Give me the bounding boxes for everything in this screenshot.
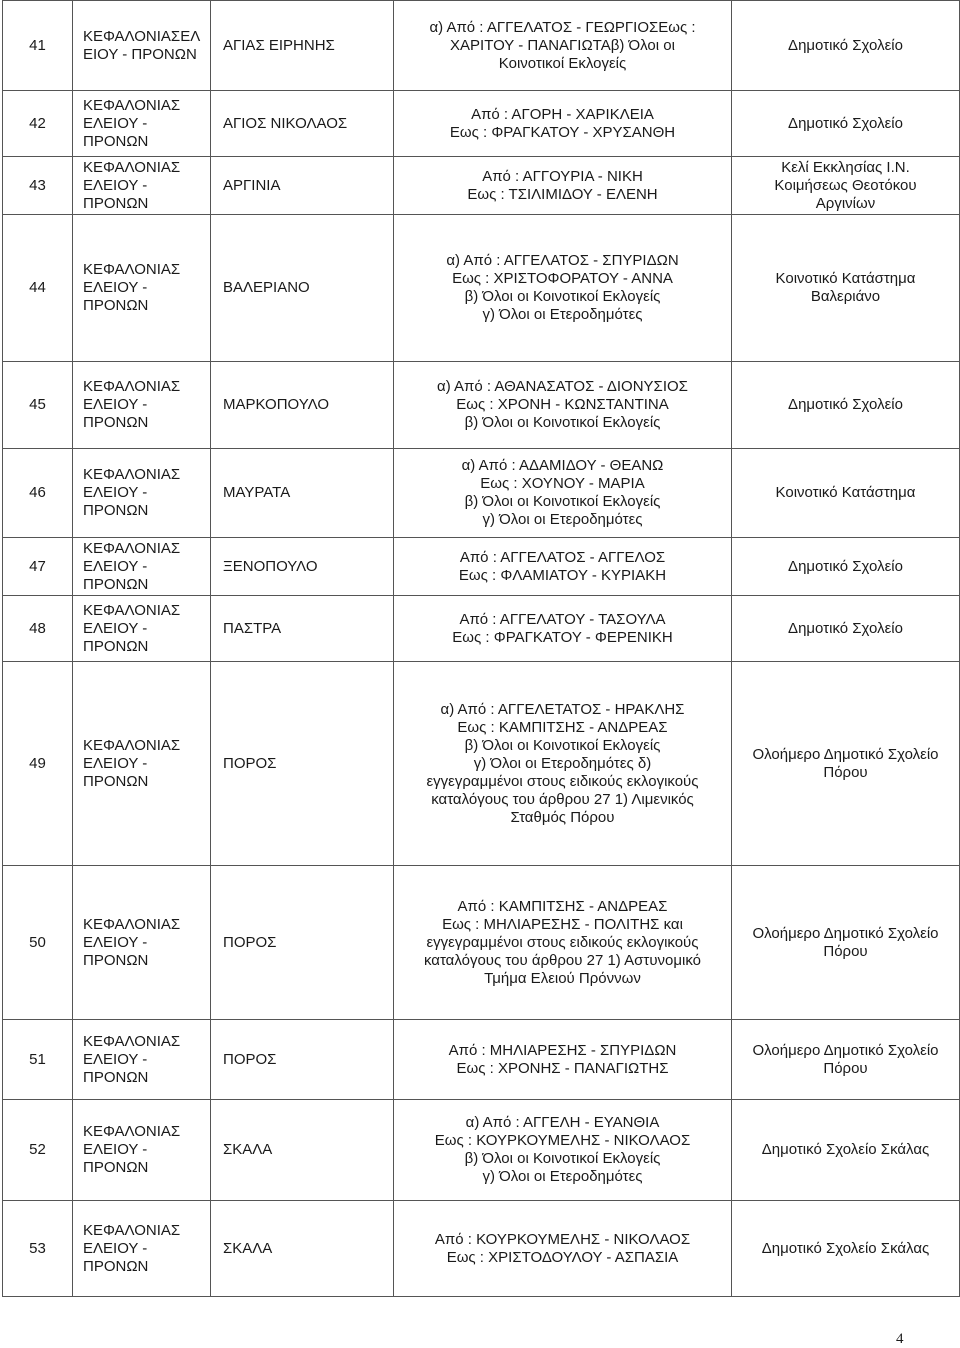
row-number bbox=[3, 362, 73, 449]
station-name: ΠΑΣΤΡΑ bbox=[223, 619, 282, 637]
voters-range-line: Εως : ΚΑΜΠΙΤΣΗΣ - ΑΝΔΡΕΑΣ bbox=[457, 718, 668, 736]
voters-range-line: Από : ΑΓΓΕΛΑΤΟΣ - ΑΓΓΕΛΟΣ bbox=[459, 548, 666, 566]
location-line: Ολοήμερο Δημοτικό Σχολείο bbox=[752, 745, 939, 763]
station-cell bbox=[211, 866, 394, 1020]
municipality-line: ΚΕΦΑΛΟΝΙΑΣ bbox=[83, 1221, 181, 1239]
location-cell bbox=[732, 157, 960, 215]
station-cell bbox=[211, 1020, 394, 1100]
voters-range-line: Κοινοτικοί Εκλογείς bbox=[498, 54, 627, 72]
municipality-line: ΚΕΦΑΛΟΝΙΑΣ bbox=[83, 261, 181, 278]
municipality-line: ΕΛΕΙΟΥ - bbox=[83, 396, 148, 413]
table-row bbox=[3, 866, 960, 1020]
voters-range-line: α) Από : ΑΓΓΕΛΑΤΟΣ - ΣΠΥΡΙΔΩΝ bbox=[446, 252, 679, 269]
station-name: ΒΑΛΕΡΙΑΝΟ bbox=[223, 279, 310, 296]
row-number-text: 51 bbox=[29, 1050, 46, 1068]
row-number-text: 52 bbox=[29, 1141, 46, 1158]
voters-range-line: Εως : ΦΛΑΜΙΑΤΟΥ - ΚΥΡΙΑΚΗ bbox=[458, 566, 667, 584]
row-number-text: 44 bbox=[29, 279, 46, 296]
municipality-line: ΠΡΟΝΩΝ bbox=[83, 772, 149, 790]
voters-range-line: Εως : ΦΡΑΓΚΑΤΟΥ - ΦΕΡΕΝΙΚΗ bbox=[452, 628, 673, 646]
location-line: Πόρου bbox=[823, 763, 868, 781]
municipality-line: ΚΕΦΑΛΟΝΙΑΣ bbox=[83, 158, 181, 176]
station-name: ΠΟΡΟΣ bbox=[223, 754, 277, 772]
row-number bbox=[3, 662, 73, 866]
row-number bbox=[3, 538, 73, 596]
row-number-text: 41 bbox=[29, 36, 46, 54]
station-cell bbox=[211, 1201, 394, 1297]
location-cell bbox=[732, 538, 960, 596]
voters-range-line: β) Όλοι οι Κοινοτικοί Εκλογείς bbox=[464, 1150, 661, 1167]
voters-range-line: Σταθμός Πόρου bbox=[510, 808, 615, 826]
municipality-line: ΠΡΟΝΩΝ bbox=[83, 1257, 149, 1275]
municipality-line: ΚΕΦΑΛΟΝΙΑΣ bbox=[83, 915, 181, 933]
location-line: Κοιμήσεως Θεοτόκου bbox=[774, 176, 917, 194]
municipality-cell bbox=[73, 866, 211, 1020]
voters-range-line: Από : ΑΓΓΟΥΡΙΑ - ΝΙΚΗ bbox=[482, 167, 643, 185]
municipality-line: ΠΡΟΝΩΝ bbox=[83, 132, 149, 150]
location-line: Δημοτικό Σχολείο bbox=[788, 619, 903, 637]
table-row bbox=[3, 449, 960, 538]
location-cell bbox=[732, 449, 960, 538]
municipality-line: ΚΕΦΑΛΟΝΙΑΣ bbox=[83, 601, 181, 619]
location-line: Κοινοτικό Κατάστημα bbox=[775, 484, 916, 501]
location-line: Δημοτικό Σχολείο bbox=[788, 114, 903, 132]
row-number-text: 42 bbox=[29, 114, 46, 132]
row-number bbox=[3, 596, 73, 662]
station-name: ΑΓΙΟΣ ΝΙΚΟΛΑΟΣ bbox=[223, 114, 348, 132]
voters-range-cell bbox=[394, 215, 732, 362]
voters-range-line: β) Όλοι οι Κοινοτικοί Εκλογείς bbox=[464, 736, 661, 754]
municipality-line: ΠΡΟΝΩΝ bbox=[83, 502, 149, 519]
voters-range-line: α) Από : ΑΓΓΕΛΗ - ΕΥΑΝΘΙΑ bbox=[465, 1114, 660, 1131]
voters-range-line: καταλόγους του άρθρου 27 1) Αστυνομικό bbox=[423, 951, 702, 969]
location-cell bbox=[732, 1, 960, 91]
municipality-line: ΚΕΦΑΛΟΝΙΑΣ bbox=[83, 466, 181, 483]
voters-range-line: β) Όλοι οι Κοινοτικοί Εκλογείς bbox=[464, 414, 661, 431]
station-name: ΠΟΡΟΣ bbox=[223, 1050, 277, 1068]
municipality-line: ΕΛΕΙΟΥ - bbox=[83, 557, 148, 575]
station-cell bbox=[211, 215, 394, 362]
voters-range-line: Από : ΚΑΜΠΙΤΣΗΣ - ΑΝΔΡΕΑΣ bbox=[457, 897, 668, 915]
municipality-line: ΠΡΟΝΩΝ bbox=[83, 297, 149, 314]
municipality-line: ΕΛΕΙΟΥ - bbox=[83, 176, 148, 194]
table-row bbox=[3, 1201, 960, 1297]
location-line: Πόρου bbox=[823, 942, 868, 960]
municipality-cell bbox=[73, 362, 211, 449]
location-line: Δημοτικό Σχολείο bbox=[788, 396, 903, 413]
municipality-line: ΠΡΟΝΩΝ bbox=[83, 951, 149, 969]
municipality-cell bbox=[73, 538, 211, 596]
table-row bbox=[3, 596, 960, 662]
municipality-line: ΠΡΟΝΩΝ bbox=[83, 414, 149, 431]
row-number-text: 47 bbox=[29, 557, 46, 575]
voters-range-line: εγγεγραμμένοι στους ειδικούς εκλογικούς bbox=[426, 933, 699, 951]
voters-range-line: Εως : ΜΗΛΙΑΡΕΣΗΣ - ΠΟΛΙΤΗΣ και bbox=[442, 915, 683, 933]
voters-range-line: β) Όλοι οι Κοινοτικοί Εκλογείς bbox=[464, 493, 661, 510]
table-body bbox=[3, 1, 960, 1297]
location-cell bbox=[732, 662, 960, 866]
voters-range-line: β) Όλοι οι Κοινοτικοί Εκλογείς bbox=[464, 288, 661, 305]
voters-range-cell bbox=[394, 596, 732, 662]
location-cell bbox=[732, 1020, 960, 1100]
table-row bbox=[3, 157, 960, 215]
voters-range-line: Εως : ΧΡΙΣΤΟΔΟΥΛΟΥ - ΑΣΠΑΣΙΑ bbox=[446, 1248, 679, 1266]
municipality-line: ΚΕΦΑΛΟΝΙΑΣ bbox=[83, 1032, 181, 1050]
voters-range-line: γ) Όλοι οι Ετεροδημότες bbox=[482, 1168, 643, 1185]
row-number-text: 50 bbox=[29, 933, 46, 951]
municipality-line: ΕΛΕΙΟΥ - bbox=[83, 279, 148, 296]
table-row bbox=[3, 1020, 960, 1100]
voters-range-line: Τμήμα Ελειού Πρόννων bbox=[484, 969, 641, 987]
row-number bbox=[3, 449, 73, 538]
voters-range-line: εγγεγραμμένοι στους ειδικούς εκλογικούς bbox=[426, 772, 699, 790]
row-number-text: 48 bbox=[29, 619, 46, 637]
voters-range-line: Από : ΑΓΟΡΗ - ΧΑΡΙΚΛΕΙΑ bbox=[471, 105, 654, 123]
voters-range-line: Εως : ΧΡΙΣΤΟΦΟΡΑΤΟΥ - ΑΝΝΑ bbox=[452, 270, 673, 287]
municipality-cell bbox=[73, 1020, 211, 1100]
voters-range-line: γ) Όλοι οι Ετεροδημότες δ) bbox=[473, 754, 652, 772]
location-line: Πόρου bbox=[823, 1059, 868, 1077]
row-number bbox=[3, 1020, 73, 1100]
municipality-line: ΠΡΟΝΩΝ bbox=[83, 1068, 149, 1086]
station-name: ΣΚΑΛΑ bbox=[223, 1239, 273, 1257]
location-cell bbox=[732, 866, 960, 1020]
row-number-text: 49 bbox=[29, 754, 46, 772]
voters-range-line: Από : ΜΗΛΙΑΡΕΣΗΣ - ΣΠΥΡΙΔΩΝ bbox=[448, 1041, 677, 1059]
municipality-cell bbox=[73, 449, 211, 538]
municipality-line: ΚΕΦΑΛΟΝΙΑΣΕΛ bbox=[83, 27, 201, 45]
municipality-cell bbox=[73, 91, 211, 157]
voters-range-line: Εως : ΧΡΟΝΗΣ - ΠΑΝΑΓΙΩΤΗΣ bbox=[456, 1059, 669, 1077]
municipality-line: ΚΕΦΑΛΟΝΙΑΣ bbox=[83, 1123, 181, 1140]
row-number bbox=[3, 1201, 73, 1297]
voters-range-cell bbox=[394, 1201, 732, 1297]
municipality-cell bbox=[73, 157, 211, 215]
municipality-cell bbox=[73, 596, 211, 662]
location-cell bbox=[732, 1100, 960, 1201]
municipality-cell bbox=[73, 662, 211, 866]
voters-range-cell bbox=[394, 157, 732, 215]
location-cell bbox=[732, 362, 960, 449]
row-number bbox=[3, 866, 73, 1020]
voters-range-cell bbox=[394, 449, 732, 538]
polling-stations-table bbox=[2, 0, 960, 1297]
location-line: Κελί Εκκλησίας Ι.Ν. bbox=[781, 158, 910, 176]
table-row bbox=[3, 1100, 960, 1201]
table-row bbox=[3, 1, 960, 91]
voters-range-cell bbox=[394, 91, 732, 157]
row-number bbox=[3, 157, 73, 215]
station-name: ΞΕΝΟΠΟΥΛΟ bbox=[223, 557, 318, 575]
municipality-line: ΕΛΕΙΟΥ - bbox=[83, 1050, 148, 1068]
location-line: Βαλεριάνο bbox=[810, 288, 881, 305]
row-number bbox=[3, 91, 73, 157]
municipality-line: ΕΛΕΙΟΥ - bbox=[83, 754, 148, 772]
voters-range-line: Από : ΚΟΥΡΚΟΥΜΕΛΗΣ - ΝΙΚΟΛΑΟΣ bbox=[434, 1230, 691, 1248]
station-name: ΠΟΡΟΣ bbox=[223, 933, 277, 951]
station-name: ΑΡΓΙΝΙΑ bbox=[223, 176, 281, 194]
station-cell bbox=[211, 538, 394, 596]
station-cell bbox=[211, 596, 394, 662]
station-name: ΜΑΥΡΑΤΑ bbox=[223, 484, 291, 501]
table-row bbox=[3, 662, 960, 866]
location-line: Ολοήμερο Δημοτικό Σχολείο bbox=[752, 924, 939, 942]
row-number-text: 43 bbox=[29, 176, 46, 194]
location-line: Κοινοτικό Κατάστημα bbox=[775, 270, 916, 287]
municipality-line: ΕΛΕΙΟΥ - bbox=[83, 1141, 148, 1158]
municipality-line: ΚΕΦΑΛΟΝΙΑΣ bbox=[83, 736, 181, 754]
voters-range-line: α) Από : ΑΔΑΜΙΔΟΥ - ΘΕΑΝΩ bbox=[461, 457, 664, 474]
row-number bbox=[3, 1, 73, 91]
station-cell bbox=[211, 449, 394, 538]
municipality-line: ΕΛΕΙΟΥ - bbox=[83, 619, 148, 637]
voters-range-cell bbox=[394, 1, 732, 91]
location-line: Αργινίων bbox=[815, 194, 876, 212]
voters-range-line: Από : ΑΓΓΕΛΑΤΟΥ - ΤΑΣΟΥΛΑ bbox=[459, 610, 666, 628]
municipality-line: ΚΕΦΑΛΟΝΙΑΣ bbox=[83, 539, 181, 557]
location-line: Δημοτικό Σχολείο bbox=[788, 557, 903, 575]
location-line: Δημοτικό Σχολείο bbox=[788, 36, 903, 54]
voters-range-cell bbox=[394, 1020, 732, 1100]
municipality-cell bbox=[73, 1, 211, 91]
municipality-line: ΕΙΟΥ - ΠΡΟΝΩΝ bbox=[83, 45, 197, 63]
location-line: Ολοήμερο Δημοτικό Σχολείο bbox=[752, 1041, 939, 1059]
station-name: ΑΓΙΑΣ ΕΙΡΗΝΗΣ bbox=[223, 36, 335, 54]
table-row bbox=[3, 362, 960, 449]
voters-range-cell bbox=[394, 538, 732, 596]
voters-range-line: Εως : ΧΟΥΝΟΥ - ΜΑΡΙΑ bbox=[480, 475, 645, 492]
voters-range-line: καταλόγους του άρθρου 27 1) Λιμενικός bbox=[431, 790, 694, 808]
table-row bbox=[3, 538, 960, 596]
municipality-cell bbox=[73, 1201, 211, 1297]
row-number-text: 46 bbox=[29, 484, 46, 501]
page-number: 4 bbox=[896, 1331, 904, 1347]
voters-range-line: γ) Όλοι οι Ετεροδημότες bbox=[482, 511, 643, 528]
location-cell bbox=[732, 215, 960, 362]
table-row bbox=[3, 91, 960, 157]
voters-range-line: Εως : ΧΡΟΝΗ - ΚΩΝΣΤΑΝΤΙΝΑ bbox=[456, 396, 669, 413]
row-number bbox=[3, 215, 73, 362]
row-number bbox=[3, 1100, 73, 1201]
voters-range-line: Εως : ΤΣΙΛΙΜΙΔΟΥ - ΕΛΕΝΗ bbox=[467, 185, 658, 203]
row-number-text: 45 bbox=[29, 396, 46, 413]
station-cell bbox=[211, 91, 394, 157]
municipality-cell bbox=[73, 1100, 211, 1201]
municipality-cell bbox=[73, 215, 211, 362]
voters-range-line: α) Από : ΑΘΑΝΑΣΑΤΟΣ - ΔΙΟΝΥΣΙΟΣ bbox=[437, 378, 688, 395]
location-cell bbox=[732, 1201, 960, 1297]
municipality-line: ΠΡΟΝΩΝ bbox=[83, 194, 149, 212]
station-cell bbox=[211, 362, 394, 449]
table-row bbox=[3, 215, 960, 362]
municipality-line: ΠΡΟΝΩΝ bbox=[83, 575, 149, 593]
station-name: ΜΑΡΚΟΠΟΥΛΟ bbox=[223, 396, 329, 413]
location-line: Δημοτικό Σχολείο Σκάλας bbox=[761, 1239, 930, 1257]
voters-range-line: Εως : ΦΡΑΓΚΑΤΟΥ - ΧΡΥΣΑΝΘΗ bbox=[449, 123, 676, 141]
voters-range-cell bbox=[394, 866, 732, 1020]
voters-range-cell bbox=[394, 662, 732, 866]
voters-range-line: Εως : ΚΟΥΡΚΟΥΜΕΛΗΣ - ΝΙΚΟΛΑΟΣ bbox=[434, 1132, 691, 1149]
municipality-line: ΕΛΕΙΟΥ - bbox=[83, 484, 148, 501]
station-name: ΣΚΑΛΑ bbox=[223, 1141, 273, 1158]
municipality-line: ΚΕΦΑΛΟΝΙΑΣ bbox=[83, 378, 181, 395]
voters-range-line: ΧΑΡΙΤΟΥ - ΠΑΝΑΓΙΩΤΑβ) Όλοι οι bbox=[450, 36, 675, 54]
voters-range-cell bbox=[394, 362, 732, 449]
location-cell bbox=[732, 91, 960, 157]
voters-range-line: α) Από : ΑΓΓΕΛΕΤΑΤΟΣ - ΗΡΑΚΛΗΣ bbox=[440, 700, 685, 718]
municipality-line: ΕΛΕΙΟΥ - bbox=[83, 1239, 148, 1257]
location-cell bbox=[732, 596, 960, 662]
station-cell bbox=[211, 157, 394, 215]
municipality-line: ΕΛΕΙΟΥ - bbox=[83, 933, 148, 951]
voters-range-line: α) Από : ΑΓΓΕΛΑΤΟΣ - ΓΕΩΡΓΙΟΣΕως : bbox=[429, 18, 696, 36]
voters-range-cell bbox=[394, 1100, 732, 1201]
station-cell bbox=[211, 1100, 394, 1201]
location-line: Δημοτικό Σχολείο Σκάλας bbox=[761, 1141, 930, 1158]
municipality-line: ΠΡΟΝΩΝ bbox=[83, 1159, 149, 1176]
station-cell bbox=[211, 662, 394, 866]
row-number-text: 53 bbox=[29, 1239, 46, 1257]
municipality-line: ΠΡΟΝΩΝ bbox=[83, 637, 149, 655]
municipality-line: ΕΛΕΙΟΥ - bbox=[83, 114, 148, 132]
station-cell bbox=[211, 1, 394, 91]
voters-range-line: γ) Όλοι οι Ετεροδημότες bbox=[482, 306, 643, 323]
municipality-line: ΚΕΦΑΛΟΝΙΑΣ bbox=[83, 96, 181, 114]
